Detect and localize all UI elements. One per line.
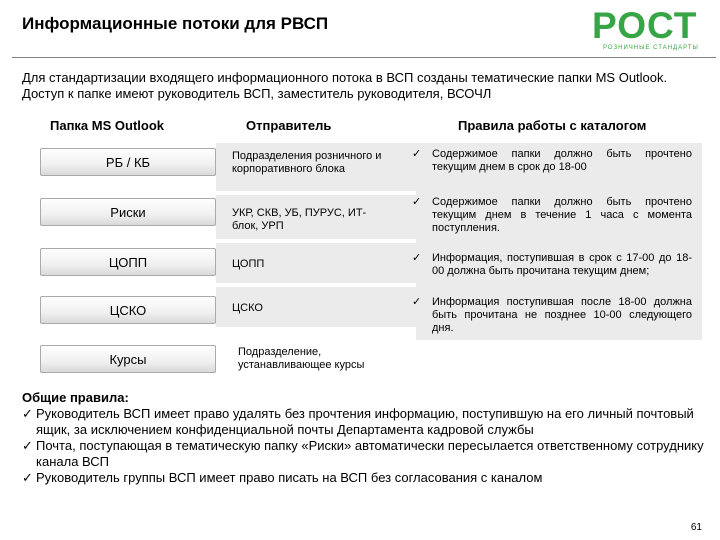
general-rules-title: Общие правила: (22, 390, 129, 405)
check-icon: ✓ (412, 196, 422, 208)
rule-item (412, 296, 692, 335)
rule-text: Информация, поступившая в срок с 17-00 до 18-00 должна быть прочитана текущим днем; (432, 252, 692, 277)
check-icon: ✓ (22, 406, 33, 421)
check-icon: ✓ (22, 470, 33, 485)
folder-risks: Риски (40, 198, 216, 226)
column-header-folder: Папка MS Outlook (50, 118, 164, 133)
folder-rb-kb: РБ / КБ (40, 148, 216, 176)
check-icon: ✓ (412, 148, 422, 160)
sender-copp: ЦОПП (232, 258, 265, 270)
rule-text: Информация поступившая после 18-00 должна быть прочитана не позднее 10-00 следующего дня. (432, 296, 692, 334)
rost-logo (592, 6, 710, 52)
column-header-sender: Отправитель (246, 118, 332, 133)
rule-text: Содержимое папки должно быть прочтено текущим днем в срок до 18-00 (432, 148, 692, 173)
rule-item (412, 252, 692, 278)
page-number: 61 (690, 522, 702, 533)
check-icon: ✓ (22, 438, 33, 453)
check-icon: ✓ (412, 296, 422, 308)
general-rule-text: Руководитель ВСП имеет право удалять без прочтения информацию, поступившую на его личный почтовый ящик, за исключением конфиденциальной почты Департамента кадровой службы (36, 406, 694, 437)
column-header-rules: Правила работы с каталогом (458, 118, 647, 133)
logo-subtitle: РОЗНИЧНЫЕ СТАНДАРТЫ (603, 45, 699, 51)
general-rule-item (22, 470, 712, 486)
sender-rb-kb: Подразделения розничного и корпоративного блока (232, 150, 382, 175)
general-rule-item (22, 406, 712, 438)
check-icon: ✓ (412, 252, 422, 264)
rule-item (412, 196, 692, 235)
page-title: Информационные потоки для РВСП (22, 14, 329, 33)
header-divider (12, 57, 716, 58)
general-rule-text: Руководитель группы ВСП имеет право писать на ВСП без согласования с каналом (36, 470, 543, 485)
folder-rates: Курсы (40, 345, 216, 373)
general-rule-item (22, 438, 712, 470)
sender-risks: УКР, СКВ, УБ, ПУРУС, ИТ-блок, УРП (232, 207, 367, 232)
general-rules (22, 390, 712, 486)
sender-rates: Подразделение, устанавливающее курсы (238, 346, 365, 371)
general-rule-text: Почта, поступающая в тематическую папку «Риски» автоматически пересылается ответственному сотруднику канала ВСП (36, 438, 704, 469)
rule-item (412, 148, 692, 174)
folder-csko: ЦСКО (40, 296, 216, 324)
logo-word: РОСТ (592, 5, 698, 46)
intro-text: Для стандартизации входящего информационного потока в ВСП созданы тематические папки MS Outlook. Доступ к папке имеют руководитель ВСП, заместитель руководителя, ВСОЧЛ (22, 70, 668, 101)
rule-text: Содержимое папки должно быть прочтено текущим днем в течение 1 часа с момента поступления. (432, 196, 692, 234)
sender-csko: ЦСКО (232, 302, 263, 314)
folder-copp: ЦОПП (40, 248, 216, 276)
